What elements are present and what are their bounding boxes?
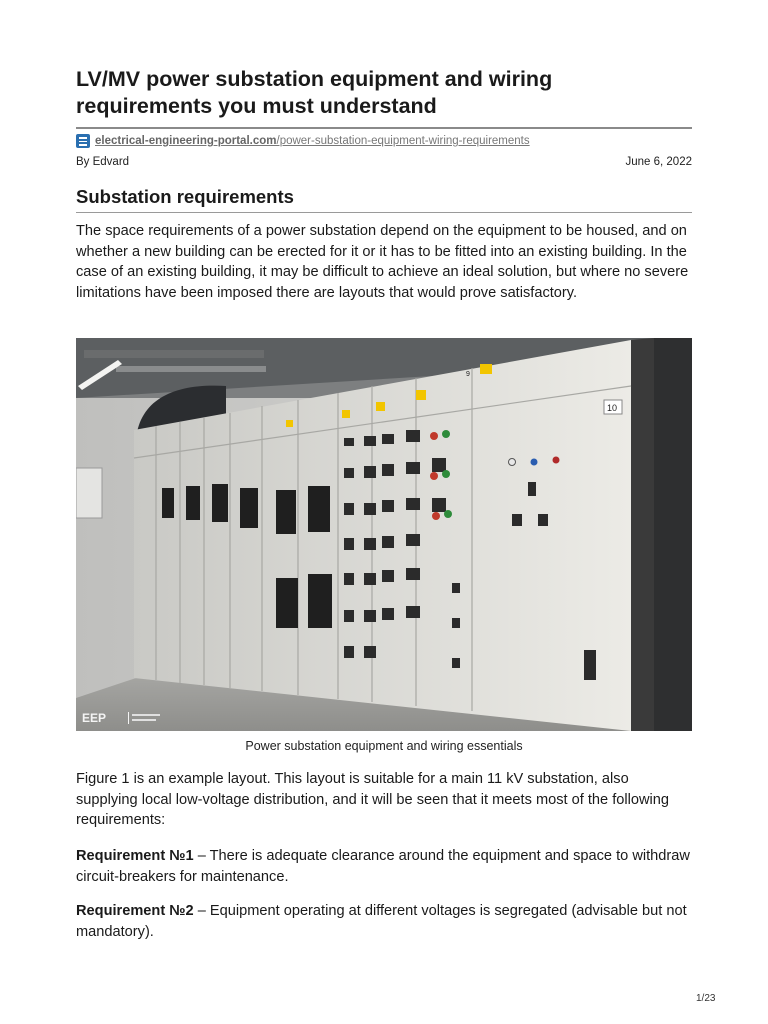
section-heading: Substation requirements <box>76 186 294 207</box>
source-domain: electrical-engineering-portal.com <box>95 135 277 147</box>
eep-logo: EEP <box>82 711 107 725</box>
source-link[interactable] <box>95 135 530 147</box>
title-rule <box>76 127 692 129</box>
figure-caption: Power substation equipment and wiring essentials <box>245 739 523 753</box>
source-path: /power-substation-equipment-wiring-requirements <box>276 135 530 147</box>
substation-photo <box>76 338 692 731</box>
page-number: 1/23 <box>696 993 716 1004</box>
publish-date: June 6, 2022 <box>625 156 692 168</box>
author: By Edvard <box>76 156 130 168</box>
article-title: LV/MV power substation equipment and wiring requirements you must understand <box>76 67 553 118</box>
requirement-1-label: Requirement №1 <box>76 848 194 864</box>
page-icon <box>76 134 90 148</box>
byline <box>76 156 692 168</box>
section-rule <box>76 212 692 213</box>
requirement-2-text: – Equipment operating at different voltages is segregated (advisable but not mandatory). <box>76 903 687 940</box>
source-line <box>76 133 530 149</box>
requirement-1-text: – There is adequate clearance around the equipment and space to withdraw circuit-breakers for maintenance. <box>76 848 690 885</box>
panel-number-9: 9 <box>466 371 470 378</box>
figure-paragraph: Figure 1 is an example layout. This layout is suitable for a main 11 kV substation, also supplying local low-voltage distribution, and it will be seen that it meets most of the following requirements: <box>76 771 669 828</box>
requirement-2 <box>76 901 692 942</box>
requirement-1 <box>76 846 692 887</box>
requirement-2-label: Requirement №2 <box>76 903 194 919</box>
intro-paragraph: The space requirements of a power substation depend on the equipment to be housed, and on whether a new building can be erected for it or it has to be fitted into an existing building. In the case of an existing building, it may be difficult to achieve an ideal solution, but where no severe limitations have been imposed there are layouts that would prove satisfactory. <box>76 223 689 301</box>
panel-number-10: 10 <box>607 403 618 413</box>
